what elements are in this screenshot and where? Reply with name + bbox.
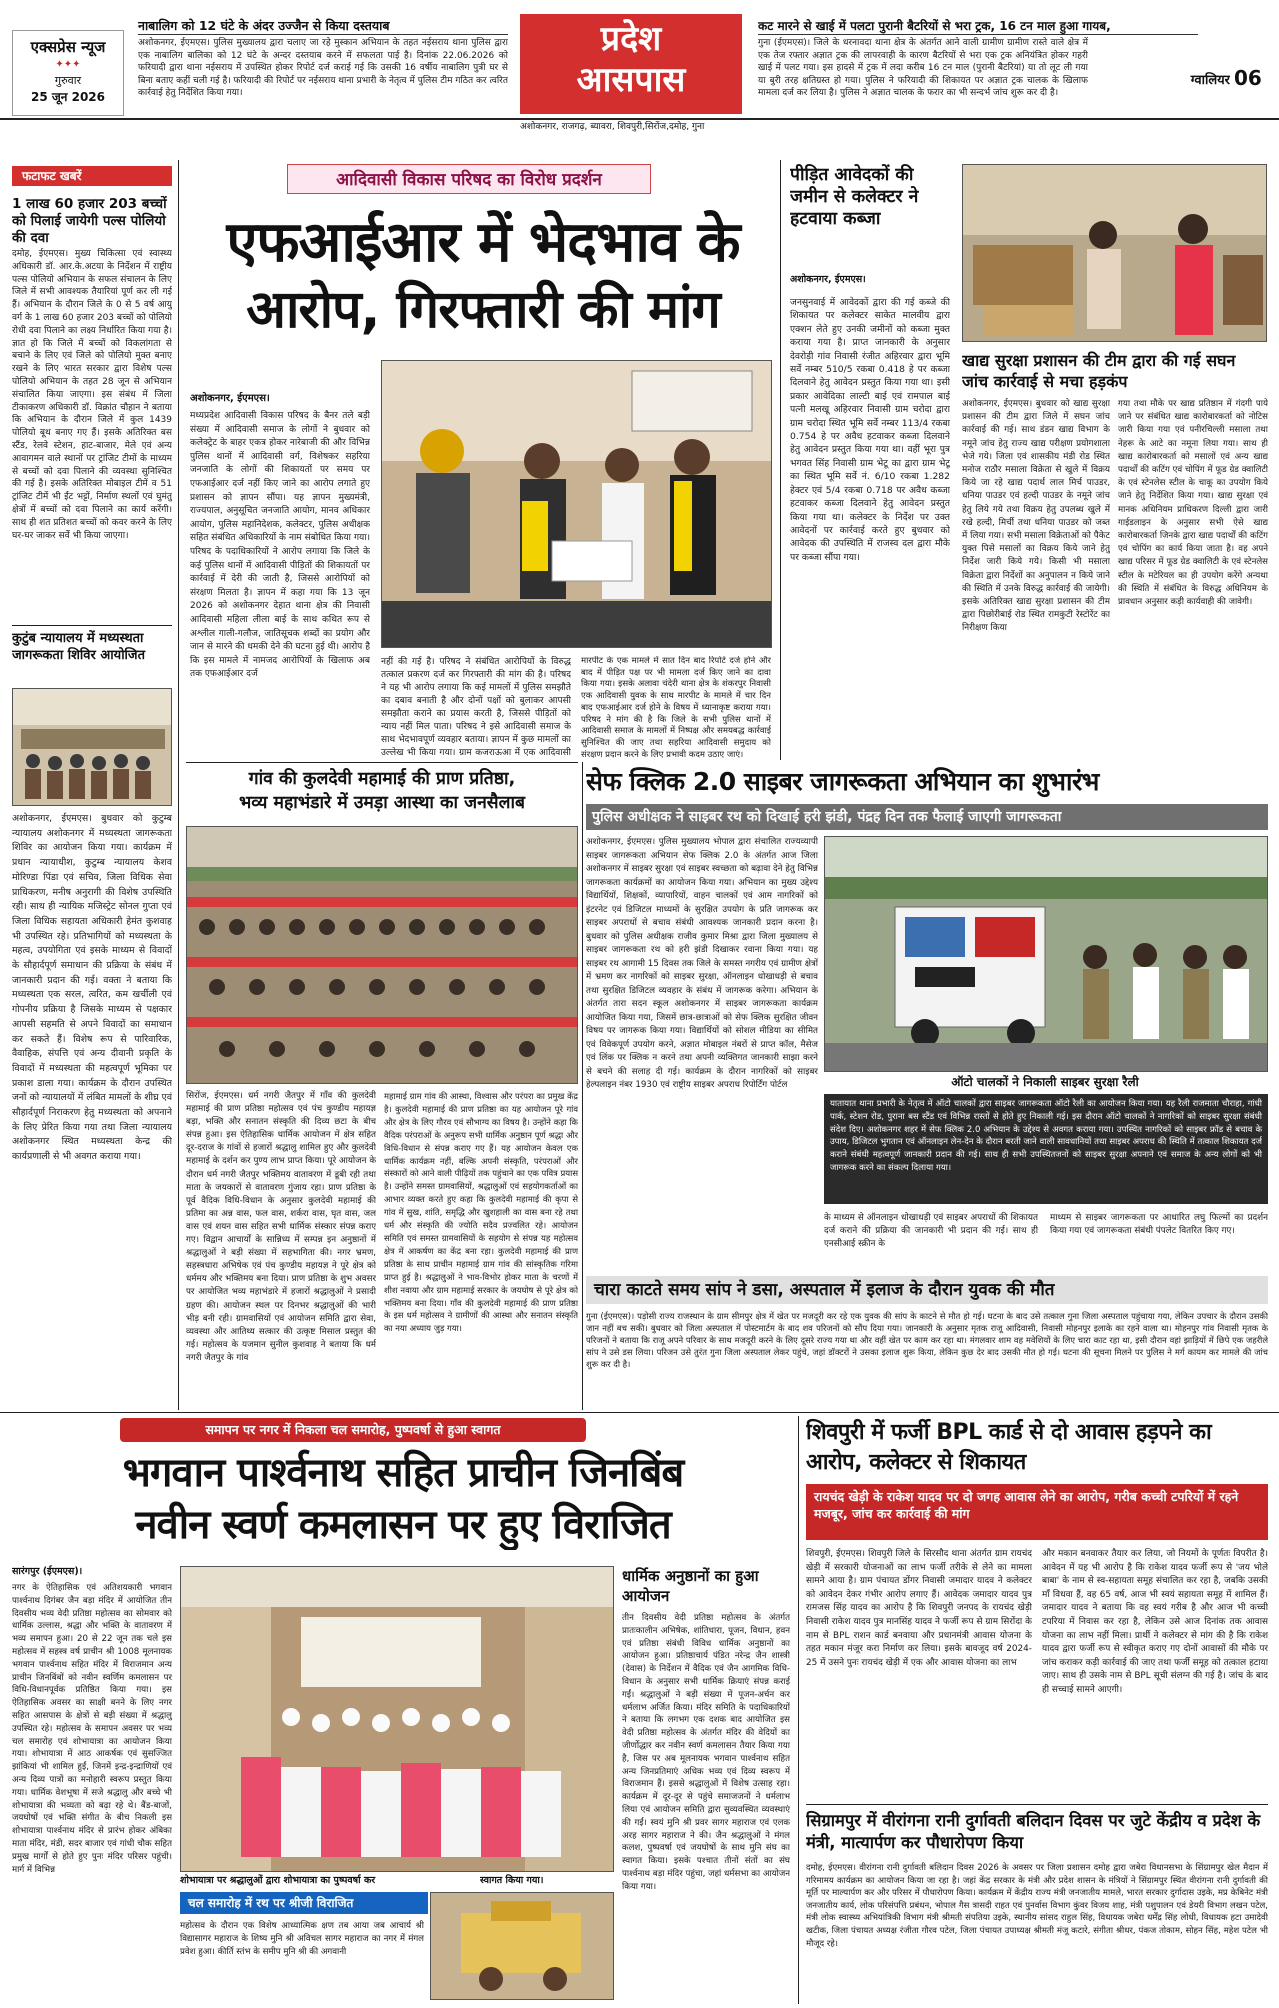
jain-headline-1: भगवान पार्श्वनाथ सहित प्राचीन जिनबिंब	[122, 1450, 684, 1496]
top-right-story	[758, 18, 1198, 118]
snake-body: गुना (ईएमएस)। पड़ोसी राज्य राजस्थान के ग्राम सीमपुर क्षेत्र में खेत पर मजदूरी कर रहे एक युवक की सांप के काटने से मौत हो गई। घटना के बाद उसे तत्काल गुना जिला अस्पताल पहुंचाया गया, लेकिन उपचार के दौरान उसकी जान नहीं बच सकी। बुधवार को जिला अस्पताल में पोस्टमार्टम के बाद शव परिजनों को सौंप दिया गया। जानकारी के अनुसार मृतक राजू आदिवासी, निवासी मोहनपुर इलाके का रहने वाला था। मोहनपुर गांव निवासी मृतक के परिजनों ने बताया कि राजू अपने परिवार के साथ मजदूरी करने के लिए दूसरे राज्य गया था और वहीं खेत पर काम कर रहा था। मंगलवार शाम वह मवेशियों के लिए चारा काट रहा था, इसी दौरान वहां झाड़ियों में छिपे एक जहरीले सांप ने उसे डस लिया। परिजन उसे तुरंत गुना जिला अस्पताल लेकर पहुंचे, जहां डॉक्टरों ने उसका इलाज शुरू किया, लेकिन कुछ देर बाद उसकी मौत हो गई। घटना की सूचना मिलने पर पुलिस ने मर्ग कायम कर मामले की जांच शुरू कर दी है।	[586, 1311, 1268, 1370]
lead-kicker: आदिवासी विकास परिषद का विरोध प्रदर्शन	[287, 164, 651, 194]
jain-right-rule	[798, 1416, 799, 2004]
cyber-photo-caption: ऑटो चालकों ने निकाली साइबर सुरक्षा रैली	[880, 1072, 1210, 1092]
cyber-rally-box	[824, 1094, 1268, 1204]
jain-chariot-image	[431, 1893, 614, 2000]
day-label: गुरुवार	[54, 74, 82, 87]
lead-body-2: नहीं की गई है। परिषद ने संबंधित आरोपियों के विरुद्ध तत्काल प्रकरण दर्ज कर गिरफ्तारी की मांग की है। परिषद ने यह भी आरोप लगाया कि कई मामलों में पुलिस समझौते का दबाव बनाती है और दोनों पक्षों को बुलाकर आपसी समझौता कराने का प्रयास करती है, जिससे पीड़ितों को न्याय नहीं मिल पाता। परिषद ने इसे आदिवासी समाज के साथ भेदभावपूर्ण व्यवहार बताया। ज्ञापन में कुछ मामलों का उल्लेख भी किया गया। ग्राम कजराऊआ में एक आदिवासी	[381, 657, 571, 758]
food-photo	[962, 164, 1267, 342]
temple-body-1: सिरोंज, ईएमएस। धर्म नगरी जैतपुर में गाँव की कुलदेवी महामाई की प्राण प्रतिष्ठा महोत्सव एवं पंच कुण्डीय महायज्ञ बड़ा, भक्ति और सनातन संस्कृति की दिव्य छटा के बीच संपन्न हुआ। इस ऐतिहासिक धार्मिक आयोजन में क्षेत्र सहित दूर-दराज के गांवों से हजारों श्रद्धालु शामिल हुए और कुलदेवी महामाई के दर्शन कर पुण्य लाभ प्राप्त किया। पूरे आयोजन के दौरान धर्म नगरी जैतपुर भक्तिमय वातावरण में डूबी रही तथा माता के जयकारों से वातावरण गुंजाय रहा। प्राण प्रतिष्ठा के पूर्व वैदिक विधि-विधान के अनुसार कुलदेवी महामाई की प्रतिमा का अन्न वास, फल वास, शर्करा वास, घृत वास, जल वास एवं शयन वास सहित सभी धार्मिक संस्कार संपन्न कराए गए। विद्वान आचार्यों के सान्निध्य में सम्पन्न इन अनुष्ठानों में श्रद्धालुओं ने बड़ी संख्या में सहभागिता की। नगर भ्रमण, सहस्त्रधारा अभिषेक एवं पंच कुण्डीय महायज्ञ ने पूरे क्षेत्र को धर्ममय और भक्तिमय बना दिया। प्राण प्रतिष्ठा के शुभ अवसर पर आयोजित भव्य महाभंडारे में हजारों श्रद्धालुओं ने प्रसादी ग्रहण की। आयोजन स्थल पर दिनभर श्रद्धालुओं की भारी भीड़ बनी रही। ग्रामवासियों एवं आयोजन समिति द्वारा सेवा, व्यवस्था और आतिथ्य सत्कार की उत्कृष्ट मिसाल प्रस्तुत की गई। महोत्सव के यजमान सुनील कुशवाह ने बताया कि धर्म नगरी जैतपुर के गांव	[186, 1091, 376, 1363]
temple-photo	[186, 826, 578, 1084]
masthead	[0, 0, 1279, 118]
paper-name: एक्सप्रेस न्यूज	[30, 38, 106, 56]
jain-headline-2: नवीन स्वर्ण कमलासन पर हुए विराजित	[135, 1502, 671, 1548]
jain-chariot-photo	[430, 1892, 614, 2000]
top-right-headline: कट मारने से खाई में पलटा पुरानी बैटरियों से भरा ट्रक, 16 टन माल हुआ गायब,	[758, 18, 1198, 35]
jain-photo	[180, 1566, 614, 1872]
cyber-body-2: के माध्यम से ऑनलाइन धोखाधड़ी एवं साइबर अपराधों की शिकायत दर्ज कराने की प्रक्रिया की जानकारी भी प्रदान की गई। साथ ही एनसीआई स्क्रीन के	[824, 1213, 1038, 1250]
jain-kicker: समापन पर नगर में निकला चल समारोह, पुष्पवर्षा से हुआ स्वागत	[120, 1418, 586, 1442]
mid-page-rule	[0, 1412, 1279, 1413]
bpl-bottom-rule	[806, 1804, 1268, 1805]
left-rule-1	[12, 625, 172, 626]
snake-headline: चारा काटते समय सांप ने डसा, अस्पताल में इलाज के दौरान युवक की मौत	[586, 1276, 1268, 1304]
lead-headline-1: एफआईआर में भेदभाव के	[226, 210, 740, 275]
cyber-photo-image	[825, 837, 1268, 1072]
temple-right-rule	[582, 762, 583, 1410]
page-number: 06	[1234, 66, 1262, 90]
ornament-icon: ✦✦✦	[55, 59, 81, 70]
lead-photo-image	[382, 361, 772, 648]
jain-side-body: तीन दिवसीय वेदी प्रतिष्ठा महोत्सव के अंतर्गत प्रातःकालीन अभिषेक, शांतिधारा, पूजन, विधान, हवन एवं प्रतिष्ठा संबंधी विविध धार्मिक अनुष्ठानों का आयोजन हुआ। प्रतिष्ठाचार्य पंडित नरेन्द्र जैन शास्त्री (देवास) के निर्देशन में वैदिक एवं जैन आगमिक विधि-विधान के अनुसार सभी धार्मिक क्रियाएं संपन्न कराई गईं। श्रद्धालुओं ने बड़ी संख्या में पूजन-अर्चन कर धर्मलाभ अर्जित किया। मंदिर समिति के पदाधिकारियों ने बताया कि लगभग एक दशक बाद आयोजित इस वेदी प्रतिष्ठा महोत्सव के अंतर्गत मंदिर की वेदियों का जीर्णोद्धार कर नवीन स्वर्ण कमलासन तैयार किया गया है, जिस पर अब मूलनायक भगवान पार्श्वनाथ सहित अन्य जिनप्रतिमाएं अधिक भव्य एवं दिव्य स्वरूप में विराजमान हैं। इससे श्रद्धालुओं में विशेष उत्साह रहा। कार्यक्रम में दूर-दूर से पहुंचे समाजजनों ने धर्मलाभ लिया एवं आयोजन समिति द्वारा सुव्यवस्थित व्यवस्थाएं की गईं। स्वयं मुनि श्री प्रवर सागर महाराज एवं एलक अरह सागर महाराज ने की। जैन श्रद्धालुओं ने मंगल कलश, पुष्पवर्षा एवं जयघोषों के साथ मुनि संघ का स्वागत किया। इसके पश्चात तीनों संतों का संघ पार्श्वनाथ बड़ा मंदिर पहुंचा, जहां धर्मसभा का आयोजन किया गया।	[622, 1613, 790, 1892]
top-right-body: गुना (ईएमएस)। जिले के धरनावदा थाना क्षेत्र के अंतर्गत आने वाली ग्रामीण ग्रामीण रास्ते वाले क्षेत्र में एक तेज रफ्तार अज्ञात ट्रक की लापरवाही के कारण बैटरियों से भरा एक ट्रक अनियंत्रित होकर गहरी खाई में पलट गया। इस हादसे में ट्रक में लदा करीब 16 टन माल (पुरानी बैटरियां) या तो लूट ली गया या बुरी तरह क्षतिग्रस्त हो गया। पुलिस ने फरियादी की शिकायत पर अज्ञात ट्रक चालक के खिलाफ मामला दर्ज कर लिया है। पुलिस ने अज्ञात चालक के फरार का भी सन्दर्भ जांच शुरू कर दी है।	[758, 38, 1088, 98]
bpl-body-2: और मकान बनवाकर तैयार कर लिया, जो नियमों के पूर्णतः विपरीत है। आवेदन में यह भी आरोप है कि राकेश यादव फर्जी रूप से 'जय भोले बाबा' के नाम से स्व-सहायता समूह संचालित कर रहा है, जबकि उसकी माँ विधवा हैं, वह 65 वर्ष, आज भी स्वयं सहायता समूह में शामिल हैं। जमादार यादव ने बताया कि वह स्वयं गरीब है और आज भी कच्ची टपरिया में निवास कर रहा है, लेकिन उसे आज दिनांक तक आवास योजना का लाभ नहीं मिला। प्रार्थी ने कलेक्टर से मांग की है कि राकेश यादव द्वारा फर्जी रूप से स्वीकृत कराए गए दोनों आवासों की मौके पर जांच कराकर कड़ी कार्रवाई की जाए तथा फर्जी समूह को तत्काल हटाया जाए। साथ ही उसके नाम से BPL सूची संलग्न की गई है। जांच के बाद ही सच्चाई सामने आएगी।	[1042, 1549, 1268, 1695]
food-body-1: अशोकनगर, ईएमएस। बुधवार को खाद्य सुरक्षा प्रशासन की टीम द्वारा जिले में सघन जांच कार्रवाई की गई। साथ डंडन खाद्य विभाग के नमूने जांच हेतु राज्य खाद्य परीक्षण प्रयोगशाला भेजे गये। जिला एवं शासकीय मंडी रोड स्थित मनोज राठौर मसाला विक्रेता से खुले में विक्रय किये जा रहे खाद्य पदार्थ लाल मिर्च पाउडर, धनिया पाउडर एवं हल्दी पाउडर के नमूने जांच हेतु लिये गये तथा विक्रय हेतु उपलब्ध खुले में रखे हल्दी, मिर्ची तथा धनिया पाउडर को जब्त में लिया गया। सभी मसाला विक्रेताओं को पैकेट युक्त पिसे मसालों का विक्रय किये जाने हेतु निर्देश जारी किये गये। किसी भी मसाला विक्रेता द्वारा निर्देशों का अनुपालन न किये जाने की स्थिति में उनके विरुद्ध कार्रवाई की जायेगी। इसके अतिरिक्त खाद्य सुरक्षा प्रशासन की टीम द्वारा पिछोरीबाई रोड स्थित रामकुटी रेस्टोरेंट का निरीक्षण किया	[962, 399, 1110, 634]
food-photo-image	[963, 165, 1267, 342]
date-label: 25 जून 2026	[30, 90, 106, 104]
cyber-subhead: पुलिस अधीक्षक ने साइबर रथ को दिखाई हरी झंडी, पंद्रह दिन तक फैलाई जाएगी जागरूकता	[586, 804, 1268, 830]
temple-body-2: महामाई ग्राम गांव की आस्था, विश्वास और परंपरा का प्रमुख केंद्र है। कुलदेवी महामाई की प्राण प्रतिष्ठा का यह आयोजन पूरे गांव और क्षेत्र के लिए गौरव एवं सौभाग्य का विषय है। उन्होंने कहा कि वैदिक परंपराओं के अनुरूप सभी धार्मिक अनुष्ठान पूर्ण श्रद्धा और विधि-विधान से संपन्न कराए गए हैं। यह आयोजन केवल एक धार्मिक कार्यक्रम नहीं, बल्कि अपनी संस्कृति, परंपराओं और संस्कारों को आने वाली पीढ़ियों तक पहुंचाने का एक पवित्र प्रयास है। उन्होंने समस्त ग्रामवासियों, श्रद्धालुओं एवं सहयोगकर्ताओं का आभार व्यक्त करते हुए कहा कि कुलदेवी महामाई की कृपा से गांव में सुख, शांति, समृद्धि और खुशहाली का वास बना रहे तथा धर्म और संस्कृति की ज्योति सदैव प्रज्वलित रहे। आयोजन समिति एवं समस्त ग्रामवासियों के सहयोग से संपन्न यह महोत्सव क्षेत्र में आकर्षण का केंद्र बना रहा। कुलदेवी महामाई की प्राण प्रतिष्ठा के साथ प्राचीन महामाई ग्राम गांव की सांस्कृतिक गरिमा प्राप्त हुई है। श्रद्धालुओं ने भाव-विभोर होकर माता के चरणों में शीश नवाया और ग्राम महामाई सरकार के जयघोष से पूरे क्षेत्र को भक्तिमय बना दिया। गाँव की कुलदेवी महामाई की प्राण प्रतिष्ठा के इस धर्म महोत्सव ने ग्रामीणों की आस्था और सनातन संस्कृति का नया अध्याय जुड़ गया।	[384, 1091, 578, 1334]
fatafat-headline: 1 लाख 60 हजार 203 बच्चों को पिलाई जायेगी पल्स पोलियो की दवा	[12, 196, 167, 246]
section-title-2: आसपास	[576, 60, 686, 100]
left-col-rule	[178, 160, 179, 1410]
jain-chal-caption: चल समारोह में रथ पर श्रीजी विराजित	[180, 1892, 428, 1914]
lead-photo	[381, 360, 772, 648]
land-headline: पीड़ित आवेदकों की जमीन से कलेक्टर ने हटवाया कब्जा	[790, 165, 919, 229]
fatafat-label: फटाफट खबरें	[12, 166, 172, 186]
cyber-body-3: माध्यम से साइबर जागरूकता पर आधारित लघु फिल्मों का प्रदर्शन किया गया एवं जागरूकता संबंधी पंपलेट वितरित किए गए।	[1050, 1213, 1268, 1237]
paper-badge	[12, 30, 124, 116]
land-body: जनसुनवाई में आवेदकों द्वारा की गई कब्जे की शिकायत पर कलेक्टर साकेत मालवीय द्वारा एक्शन लेते हुए उनकी जमीनों को कब्जा मुक्त कराया गया है। प्राप्त जानकारी के अनुसार देवरोड़ी गांव निवासी रंजीत अहिरवार द्वारा भूमि सर्वे नम्बर 510/5 रकबा 0.418 हे पर कब्जा दिलवाने हेतु आवेदन प्रस्तुत किया गया था। इसी प्रकार आवेदिका लाल्टी बाई एवं रामपाल बाई पत्नी मलखू अहिरवार निवासी ग्राम चरोदा द्वारा ग्राम चरोदा स्थित भूमि सर्वे नम्बर 113/4 रकबा 0.754 हे पर अवैध हटवाकर कब्जा दिलवाने हेतु आवेदन प्रस्तुत किया गया था। वहीं भूरा पुत्र भगवत सिंह निवासी ग्राम भेटू का द्वारा ग्राम भेटू का स्थित भूमि सर्वे नं. 6/10 रकबा 1.282 हेक्टर एवं 5/4 रकबा 0.718 पर अवैध कब्जा हटवाकर कब्जा दिलवाने हेतु आवेदन प्रस्तुत किया गया था। कलेक्टर के निर्देश पर उक्त आवेदनों पर कार्रवाई करते हुए बुधवार को आवेदक की उपस्थिति में राजस्व दल द्वारा मौके पर कब्जा सौंपा गया।	[790, 297, 950, 563]
jain-photo-caption-1: शोभायात्रा पर श्रद्धालुओं द्वारा शोभायात्रा का पुष्पवर्षा कर	[180, 1875, 376, 1886]
food-body-2: गया तथा मौके पर खाद्य प्रतिष्ठान में गंदगी पाये जाने पर संबंधित खाद्य कारोबारकर्ता को नोटिस जारी किया गया एवं पनीरचिल्ली मसाला तथा नेहरू के आटे का नमूना लिया गया। साथ ही खाद्य कारोबारकर्ता को मसालों एवं अन्य खाद्य पदार्थों की कटिंग एवं चोपिंग में फूड ग्रेड क्वालिटी के एवं स्टेनलेस स्टील के चाकू का उपयोग किये जाने हेतु निर्देशित किया गया। खाद्य सुरक्षा एवं मानक अधिनियम प्राधिकरण दिल्ली द्वारा जारी गाईडलाइन के अनुसार सभी ऐसे खाद्य कारोबारकर्ता जिनके द्वारा खाद्य पदार्थों की कटिंग एवं चोपिंग का कार्य किया जाता है। वह अपने खाद्य परिसर में फूड ग्रेड क्वालिटी के एवं स्टेनलेस स्टील के मटेरियल का ही उपयोग करेंगे अन्यथा की स्थिति में संबंधित के विरुद्ध अधिनियम के प्रावधान अनुसार कड़ी कार्यवाही की जावेगी।	[1118, 399, 1268, 608]
temple-headline-1: गांव की कुलदेवी महामाई की प्राण प्रतिष्ठा,	[248, 769, 516, 789]
cyber-rally-text: यातायात थाना प्रभारी के नेतृत्व में ऑटो चालकों द्वारा साइबर जागरूकता ऑटो रैली का आयोजन किया गया। यह रैली राजमाता चौराहा, गांधी पार्क, स्टेशन रोड, पुराना बस स्टैंड एवं विभिन्न रास्तों से होते हुए निकाली गई। इस दौरान ऑटो चालकों ने नागरिकों को साइबर सुरक्षा संबंधी संदेश दिए। अशोकनगर शहर में सेफ क्लिक 2.0 अभियान के उद्देश्य से अवगत कराया गया। उपस्थित नागरिकों को साइबर फ्रॉड से बचाव के उपाय, डिजिटल भुगतान एवं ऑनलाइन लेन-देन के दौरान बरती जाने वाली सावधानियों तथा साइबर अपराध की स्थिति में तत्काल शिकायत दर्ज कराने संबंधी महत्वपूर्ण जानकारी प्रदान की गई। साथ ही सभी उपस्थितजनों को साइबर सुरक्षा अपनाने एवं समाज के अन्य लोगों को भी जागरूक करने का संकल्प दिलाया गया।	[830, 1099, 1262, 1173]
top-left-headline: नाबालिग को 12 घंटे के अंदर उज्जैन से किया दस्तयाब	[138, 18, 508, 35]
cyber-body-1: अशोकनगर, ईएमएस। पुलिस मुख्यालय भोपाल द्वारा संचालित राज्यव्यापी साइबर जागरूकता अभियान सेफ क्लिक 2.0 के अंतर्गत आज जिला अशोकनगर में साइबर सुरक्षा एवं साइबर स्वच्छता को बढ़ावा देने हेतु विभिन्न जागरूकता कार्यक्रमों का आयोजन किया गया। अभियान का मुख्य उद्देश्य विद्यार्थियों, शिक्षकों, व्यापारियों, वाहन चालकों एवं आम नागरिकों को इंटरनेट एवं डिजिटल माध्यमों के सुरक्षित उपयोग के प्रति जागरूक कर साइबर अपराधों से बचाव संबंधी आवश्यक जानकारी प्रदान करना है। बुधवार को पुलिस अधीक्षक राजीव कुमार मिश्रा द्वारा जिला मुख्यालय से साइबर जागरूकता रथ को हरी झंडी दिखाकर रवाना किया गया। यह साइबर रथ आगामी 15 दिवस तक जिले के समस्त नगरीय एवं ग्रामीण क्षेत्रों में भ्रमण कर नागरिकों को साइबर सुरक्षा, ऑनलाइन धोखाधड़ी से बचाव तथा सुरक्षित डिजिटल व्यवहार के संबंध में जागरूक करेगा। अभियान के अंतर्गत तारा सदन स्कूल अशोकनगर में साइबर जागरूकता कार्यक्रम आयोजित किया गया, जिसमें छात्र-छात्राओं को सेफ क्लिक सुरक्षित जीवन विषय पर जागरूक किया गया। विद्यार्थियों को सोशल मीडिया का सीमित एवं विवेकपूर्ण उपयोग करने, अज्ञात मोबाइल नंबरों से प्राप्त कॉल, मैसेज एवं लिंक पर क्लिक न करने तथा अपनी व्यक्तिगत जानकारी साझा करने से बचने की सलाह दी गई। कार्यक्रम के दौरान नागरिकों को साइबर हेल्पलाइन नंबर 1930 एवं राष्ट्रीय साइबर अपराध रिपोर्टिंग पोर्टल	[586, 837, 818, 1090]
court-photo	[12, 688, 172, 806]
cyber-headline: सेफ क्लिक 2.0 साइबर जागरूकता अभियान का शुभारंभ	[586, 767, 1099, 796]
bpl-headline: शिवपुरी में फर्जी BPL कार्ड से दो आवास हड़पने का आरोप, कलेक्टर से शिकायत	[806, 1420, 1212, 1475]
sigrampur-headline: सिग्रामपुर में वीरांगना रानी दुर्गावती बलिदान दिवस पर जुटे केंद्रीय व प्रदेश के मंत्री, मात्यार्पण कर पौधारोपण किया	[806, 1811, 1261, 1852]
lead-body-1: मध्यप्रदेश आदिवासी विकास परिषद के बैनर तले बड़ी संख्या में आदिवासी समाज के लोगों ने बुधवार को कलेक्ट्रेट के बाहर एकत्र होकर नारेबाजी की और विभिन्न पुलिस थानों में आदिवासी वर्ग, विशेषकर सहरिया जनजाति के लोगों की शिकायतों पर समय पर एफआईआर दर्ज नहीं किए जाने का आरोप लगाते हुए प्रशासन को ज्ञापन सौंपा। यह ज्ञापन मुख्यमंत्री, राज्यपाल, अनुसूचित जनजाति आयोग, मानव अधिकार आयोग, पुलिस महानिदेशक, कलेक्टर, पुलिस अधीक्षक सहित संबंधित अधिकारियों के नाम संबोधित किया गया। परिषद के पदाधिकारियों ने आरोप लगाया कि जिले के कई पुलिस थानों में आदिवासी पीड़ितों की शिकायतों पर कार्रवाई में देरी की जाती है, जिससे आरोपियों को संरक्षण मिलता है। ज्ञापन में कहा गया कि 13 जून 2026 को अशोकनगर देहात थाना क्षेत्र की निवासी आदिवासी महिला लीला बाई के साथ कथित रूप से अश्लील गाली-गलौज, जातिसूचक शब्दों का प्रयोग और जान से मारने की धमकी देने की घटना हुई थी। आरोप है कि इस मामले में नामजद आरोपियों के खिलाफ अब तक एफआईआर दर्ज	[190, 411, 370, 680]
lead-right-rule	[780, 160, 781, 760]
temple-headline-2: भव्य महाभंडारे में उमड़ा आस्था का जनसैलाब	[239, 793, 525, 813]
bpl-subhead: रायचंद खेड़ी के राकेश यादव पर दो जगह आवास लेने का आरोप, गरीब कच्ची टपरियों में रहने मजबूर, जांच कर कार्रवाई की मांग	[806, 1484, 1268, 1540]
court-headline: कुटुंब न्यायालय में मध्यस्थता जागरूकता शिविर आयोजित	[12, 631, 145, 663]
jain-photo-image	[181, 1567, 614, 1872]
cyber-photo	[824, 836, 1268, 1072]
temple-top-rule	[186, 762, 578, 763]
land-dateline: अशोकनगर, ईएमएस।	[790, 274, 866, 285]
city-label: ग्वालियर	[1190, 73, 1230, 88]
jain-body: नगर के ऐतिहासिक एवं अतिशयकारी भगवान पार्श्वनाथ दिगंबर जैन बड़ा मंदिर में आयोजित तीन दिवसीय भव्य वेदी प्रतिष्ठा महोत्सव का सोमवार को धार्मिक उल्लास, श्रद्धा और भक्ति के वातावरण में भव्य समापन हुआ। 20 से 22 जून तक चले इस महोत्सव में सहस्त्र वर्ष प्राचीन श्री 1008 मूलनायक भगवान पार्श्वनाथ सहित मंदिर में विराजमान अन्य प्राचीन जिनबिंबों को नवीन स्वर्णिम कमलासन पर विधि-विधानपूर्वक प्रतिष्ठित किया गया। इस ऐतिहासिक अवसर का साक्षी बनने के लिए नगर सहित आसपास के क्षेत्रों से बड़ी संख्या में श्रद्धालु उपस्थित रहे। महोत्सव के समापन अवसर पर भव्य चल समारोह एवं शोभायात्रा का आयोजन किया गया। शोभायात्रा में आठ आकर्षक एवं सुसज्जित झांकियां भी शामिल हुईं, जिनमें इन्द्र-इन्द्राणियों एवं अन्य दिव्य पात्रों का मनोहारी स्वरूप प्रस्तुत किया गया। धार्मिक वेशभूषा में सजे श्रद्धालु और बच्चे भी शोभायात्रा की भव्यता को बढ़ा रहे थे। बैंड-बाजों, जयघोषों एवं भक्ति संगीत के बीच निकली इस शोभायात्रा पार्श्वनाथ मंदिर से प्रारंभ होकर अंबिका माता मंदिर, मंडी, सदर बाजार एवं गांधी चौक सहित प्रमुख मार्गों से होते हुए पुनः मंदिर परिसर पहुंची। मार्ग में विभिन्न	[12, 1583, 172, 1875]
section-banner	[520, 14, 742, 114]
jain-photo-caption-2: स्वागत किया गया।	[480, 1875, 544, 1886]
jain-dateline: सारंगपुर (ईएमएस)।	[12, 1566, 83, 1577]
temple-photo-image	[187, 827, 578, 1084]
sigrampur-body: दमोह, ईएमएस। वीरांगना रानी दुर्गावती बलिदान दिवस 2026 के अवसर पर जिला प्रशासन दमोह द्वारा जबेरा विधानसभा के सिंग्रामपुर खेल मैदान में गरिमामय कार्यक्रम का आयोजन किया जा रहा है। जहां केंद्र सरकार के मंत्री और प्रदेश शासन के मंत्रियों ने सिंग्रामपुर स्थित वीरांगना रानी दुर्गावती की मूर्ति पर माल्यार्पण कर और परिसर में पौधारोपण किया। कार्यक्रम में केंद्रीय राज्य मंत्री जनजातीय मामले, भारत सरकार दुर्गादास उइके, मप्र केबिनेट मंत्री जनजातीय कार्य, लोक परिसंपत्ति प्रबंधन, भोपाल गैस त्रासदी राहत एवं पुनर्वास विभाग कुंवर विजय शाह, मंत्री पशुपालन एवं डेयरी विभाग लखन पटेल, मंत्री लोक स्वास्थ्य अभियांत्रिकी विभाग मंत्री श्रीमती संपतिया उइके, स्थानीय सांसद राहुल सिंह, विधायक जबेरा धर्मेंद्र सिंह लोधी, विधायक हटा उमादेवी खटीक, जिला पंचायत अध्यक्ष रंजीता गौरव पटेल, जिला पंचायत उपाध्यक्ष श्रीमती मंजू कटारे, संगीता श्रीधर, पंकज तोकाम, सोहन सिंह, महेश पटेल भी मौजूद रहे।	[806, 1863, 1268, 1949]
jain-chal-body-1: महोत्सव के दौरान एक विशेष आध्यात्मिक क्षण तब आया जब आचार्य श्री विद्यासागर महाराज के शिष्य मुनि श्री अविचल सागर महाराज का नगर में मंगल प्रवेश हुआ। कीर्ति स्तंभ के समीप मुनि श्री की अगवानी	[180, 1921, 424, 1957]
masthead-rule	[0, 118, 1279, 120]
food-headline: खाद्य सुरक्षा प्रशासन की टीम द्वारा की गई सघन जांच कार्रवाई से मचा हड़कंप	[962, 351, 1236, 391]
lead-body-3: मारपीट के एक मामले में सात दिन बाद रिपोर्ट दर्ज होने और बाद में पीड़ित पक्ष पर भी मामला दर्ज किए जाने का दावा किया गया। इसके अलावा चंदेरी थाना क्षेत्र के शंकरपुर निवासी एक आदिवासी युवक के साथ मारपीट के मामले में चार दिन बाद एफआईआर दर्ज होने के विषय में ध्यानाकृष्ट कराया गया। परिषद ने मांग की है कि जिले के सभी पुलिस थानों में आदिवासी समाज के मामलों में निष्पक्ष और समयबद्ध कार्रवाई सुनिश्चित की जाए तथा सहरिया आदिवासी समुदाय को संरक्षण प्रदान करने के लिए प्रभावी कदम उठाए जाएं।	[581, 656, 771, 760]
jain-side-headline: धार्मिक अनुष्ठानों का हुआ आयोजन	[622, 1567, 759, 1605]
court-body: अशोकनगर, ईएमएस। बुधवार को कुटुम्ब न्यायालय अशोकनगर में मध्यस्थता जागरूकता शिविर का आयोजन किया गया। कार्यक्रम में प्रधान न्यायाधीश, कुटुम्ब न्यायालय केशव मोरिण्डा पिंडा एवं सचिव, जिला विधिक सेवा प्राधिकरण, मनीष अनुरागी की विशेष उपस्थिति रही। साथ ही न्यायिक मजिस्ट्रेट सोनल गुप्ता एवं जिला विधिक सहायता अधिकारी हेमंत कुशवाह भी उपस्थित रहे। प्रतिभागियों को मध्यस्थता के महत्व, उपयोगिता एवं इसके माध्यम से विवादों के सौहार्दपूर्ण समाधान की प्रक्रिया के संबंध में जानकारी प्रदान की गई। वक्ता ने बताया कि मध्यस्थता एक सरल, त्वरित, कम खर्चीली एवं गोपनीय प्रक्रिया है जिसके माध्यम से पक्षकार आपसी सहमति से अपने विवादों का समाधान कर सकते हैं। विशेष रूप से पारिवारिक, वैवाहिक, संपत्ति एवं अन्य दीवानी प्रकृति के विवादों में मध्यस्थता की महत्वपूर्ण भूमिका पर प्रकाश डाला गया। कार्यक्रम के दौरान उपस्थित जनों को न्यायालयों में लंबित मामलों के शीघ्र एवं सौहार्दपूर्ण निराकरण हेतु मध्यस्थता को अपनाने के लिए प्रेरित किया गया तथा जिला न्यायालय अशोकनगर स्थित मध्यस्थता केन्द्र की कार्यप्रणाली से भी अवगत कराया गया।	[12, 813, 172, 1163]
section-title-1: प्रदेश	[600, 19, 662, 59]
top-left-story	[138, 18, 508, 118]
court-photo-image	[13, 689, 172, 806]
fatafat-body: दमोह, ईएमएस। मुख्य चिकित्सा एवं स्वास्थ्य अधिकारी डॉ. आर.के.अटया के निर्देशन में राष्ट्रीय पल्स पोलियो अभियान के सफल संचालन के लिए जिले में सभी आवश्यक तैयारियां पूर्ण कर ली गई हैं। अभियान के दौरान जिले के 0 से 5 वर्ष आयु वर्ग के 1 लाख 60 हजार 203 बच्चों को पोलियो रोधी दवा पिलाने का लक्ष्य निर्धारित किया गया है। ज्ञात हो कि जिले में बच्चों को विकलांगता से बचाने के लिए एवं जिले को पोलियो मुक्त बनाए रखने के लिए भारत सरकार द्वारा विशेष पल्स पोलियो अभियान के तहत 28 जून से अभियान संचालित किया जाएगा। इस संबंध में जिला टीकाकरण अधिकारी डॉ. विक्रांत चौहान ने बताया कि अभियान के दौरान जिले में कुल 1439 पोलियो बूथ बनाए गए हैं। इसके अतिरिक्त बस स्टैंड, रेलवे स्टेशन, हाट-बाजार, मेले एवं अन्य आवागमन वाले स्थानों पर ट्रांजिट टीमों के माध्यम से बच्चों को दवा पिलाने की व्यवस्था सुनिश्चित की गई है। इसके अतिरिक्त मोबाइल टीमें व 51 ट्रांजिट टीमें भी ईंट भट्टों, निर्माण स्थलों एवं घुमंतु क्षेत्रों में बच्चों को दवा पिलाने का कार्य करेंगी। साथ ही शत प्रतिशत बच्चों को कवर करने के लिए घर-घर जाकर सर्वे भी किया जाएगा।	[12, 249, 172, 541]
lead-dateline: अशोकनगर, ईएमएस।	[190, 393, 270, 404]
bpl-body-1: शिवपुरी, ईएमएस। शिवपुरी जिले के सिरसौद थाना अंतर्गत ग्राम रायचंद खेड़ी में सरकारी योजनाओं का लाभ फर्जी तरीके से लेने का मामला सामने आया है। ग्राम पंचायत डोंगर निवासी जमादार यादव ने कलेक्टर को आवेदन देकर गंभीर आरोप लगाए हैं। आवेदक जमादार यादव पुत्र रामजस सिंह यादव का आरोप है कि शिवपुरी जनपद के रायचंद खेड़ी निवासी राकेश यादव पुत्र मानसिंह यादव ने फर्जी रूप से ग्राम सिरोंदा के नाम से BPL राशन कार्ड बनवाया और प्रधानमंत्री आवास योजना के तहत मकान मंजूर करा निर्माण कर लिया। इसके बावजूद वर्ष 2024-25 में उसने पुनः रायचंद खेड़ी में एक और आवास योजना का लाभ	[806, 1549, 1032, 1668]
lead-headline-2: आरोप, गिरफ्तारी की मांग	[246, 280, 720, 340]
top-left-body: अशोकनगर, ईएमएस। पुलिस मुख्यालय द्वारा चलाए जा रहे मुस्कान अभियान के तहत नईसराय थाना पुलिस द्वारा एक नाबालिग बालिका को 12 घंटे के अन्दर दस्तयाब करने में सफलता पाई है। दिनांक 22.06.2026 को फरियादी द्वारा थाना नईसराय में उपस्थित होकर रिपोर्ट दर्ज कराई गई कि उसकी 16 वर्षीय नाबालिग पुत्री घर से बिना बताए कहीं चली गई है। फरियादी की रिपोर्ट पर नईसराय थाना प्रभारी के नेतृत्व में पुलिस टीम गठित कर त्वरित कार्रवाई हेतु निर्देशित किया गया।	[138, 38, 508, 98]
districts-bar: अशोकनगर, राजगढ़, ब्यावरा, शिवपुरी,सिरोंज,दमोह, गुना	[520, 122, 705, 132]
